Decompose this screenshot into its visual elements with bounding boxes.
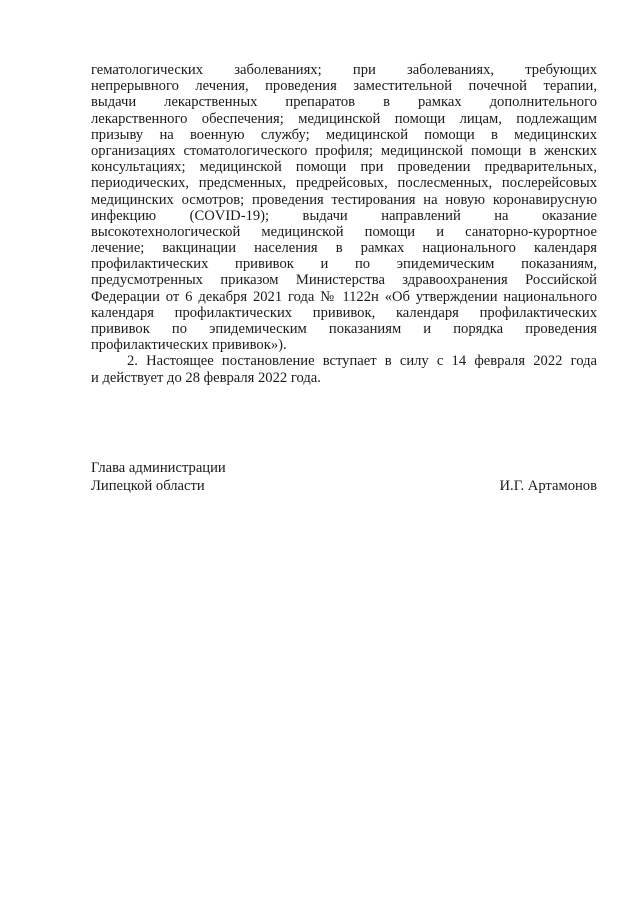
signatory-region: Липецкой области [91, 478, 205, 494]
document-body [91, 62, 597, 386]
text-line: профилактических прививок»). [91, 337, 287, 354]
text-line: лечение; вакцинации населения в рамках национального календаря [91, 240, 597, 257]
signatory-position: Глава администрации [91, 460, 226, 476]
text-line: высокотехнологической медицинской помощи и санаторно-курортное [91, 223, 597, 240]
signatory-name: И.Г. Артамонов [499, 478, 597, 494]
paragraph-1 [91, 62, 597, 353]
text-line: медицинских осмотров; проведения тестирования на новую коронавирусную [91, 191, 597, 208]
text-line: выдачи лекарственных препаратов в рамках дополнительного [91, 94, 597, 111]
paragraph-2 [91, 353, 597, 385]
text-line: прививок по эпидемическим показаниям и порядка проведения [91, 321, 597, 337]
text-line: календаря профилактических прививок, календаря профилактических [91, 304, 597, 321]
text-line: непрерывного лечения, проведения заместительной почечной терапии, [91, 78, 597, 95]
text-line: организациях стоматологического профиля; медицинской помощи в женских [91, 142, 597, 159]
text-line: 2. Настоящее постановление вступает в силу с 14 февраля 2022 года [127, 353, 597, 370]
text-line: периодических, предсменных, предрейсовых, послесменных, послерейсовых [91, 175, 597, 192]
text-line: предусмотренных приказом Министерства здравоохранения Российской [91, 272, 597, 289]
text-line: инфекцию (COVID-19); выдачи направлений на оказание [91, 207, 597, 224]
signature-block [91, 459, 597, 495]
text-line: лекарственного обеспечения; медицинской помощи лицам, подлежащим [91, 110, 597, 127]
signature-row-1 [91, 459, 597, 477]
text-line: консультациях; медицинской помощи при проведении предварительных, [91, 159, 597, 176]
text-line: Федерации от 6 декабря 2021 года № 1122н «Об утверждении национального [91, 288, 597, 305]
text-line: призыву на военную службу; медицинской помощи в медицинских [91, 126, 597, 143]
text-line: профилактических прививок и по эпидемическим показаниям, [91, 256, 597, 273]
text-line: гематологических заболеваниях; при заболеваниях, требующих [91, 62, 597, 78]
text-line: и действует до 28 февраля 2022 года. [91, 369, 321, 386]
signature-row-2 [91, 477, 597, 495]
